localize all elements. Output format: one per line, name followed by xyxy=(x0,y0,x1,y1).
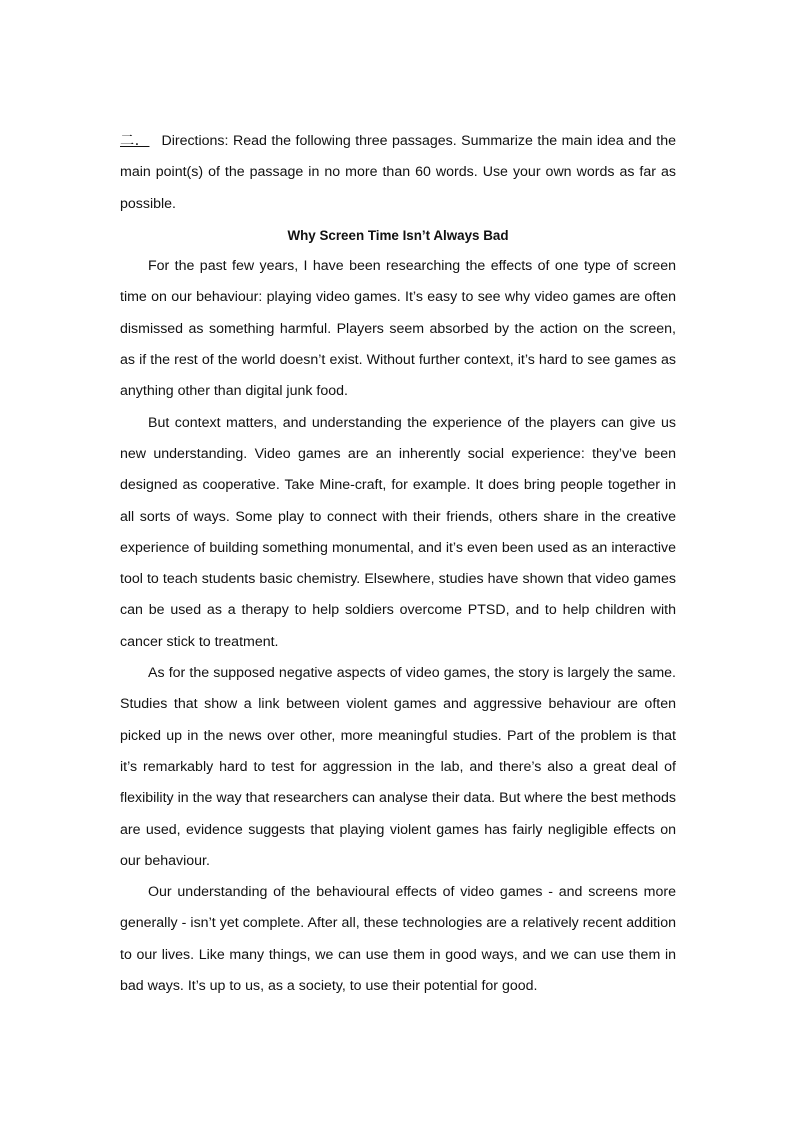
paragraph-1: For the past few years, I have been researching the effects of one type of screen time on our behaviour: playing video games. It’s easy to see why video games are often dismissed as something harmful. Players seem absorbed by the action on the screen, as if the rest of the world doesn’t exist. Without further context, it’s hard to see games as anything other than digital junk food. xyxy=(120,258,676,400)
document-page xyxy=(120,126,676,1002)
directions-text: Directions: Read the following three passages. Summarize the main idea and the main point(s) of the passage in no more than 60 words. Use your own words as far as possible. xyxy=(120,133,676,212)
paragraph-3: As for the supposed negative aspects of video games, the story is largely the same. Studies that show a link between violent games and aggressive behaviour are often picked up in the news over other, more meaningful studies. Part of the problem is that it’s remarkably hard to test for aggression in the lab, and there’s also a great deal of flexibility in the way that researchers can analyse their data. But where the best methods are used, evidence suggests that playing violent games has fairly negligible effects on our behaviour. xyxy=(120,665,676,869)
paragraph-2: But context matters, and understanding the experience of the players can give us new understanding. Video games are an inherently social experience: they’ve been designed as cooperative. Take Mine-craft, for example. It does bring people together in all sorts of ways. Some play to connect with their friends, others share in the creative experience of building something monumental, and it’s even been used as an interactive tool to teach students basic chemistry. Elsewhere, studies have shown that video games can be used as a therapy to help soldiers overcome PTSD, and to help children with cancer stick to treatment. xyxy=(120,414,676,650)
passage-title: Why Screen Time Isn’t Always Bad xyxy=(287,227,509,243)
directions xyxy=(120,126,676,220)
paragraph-4: Our understanding of the behavioural effects of video games - and screens more generally - isn’t yet complete. After all, these technologies are a relatively recent addition to our lives. Like many things, we can use them in good ways, and we can use them in bad ways. It’s up to us, as a society, to use their potential for good. xyxy=(120,884,676,995)
section-number: 二． xyxy=(120,133,150,149)
